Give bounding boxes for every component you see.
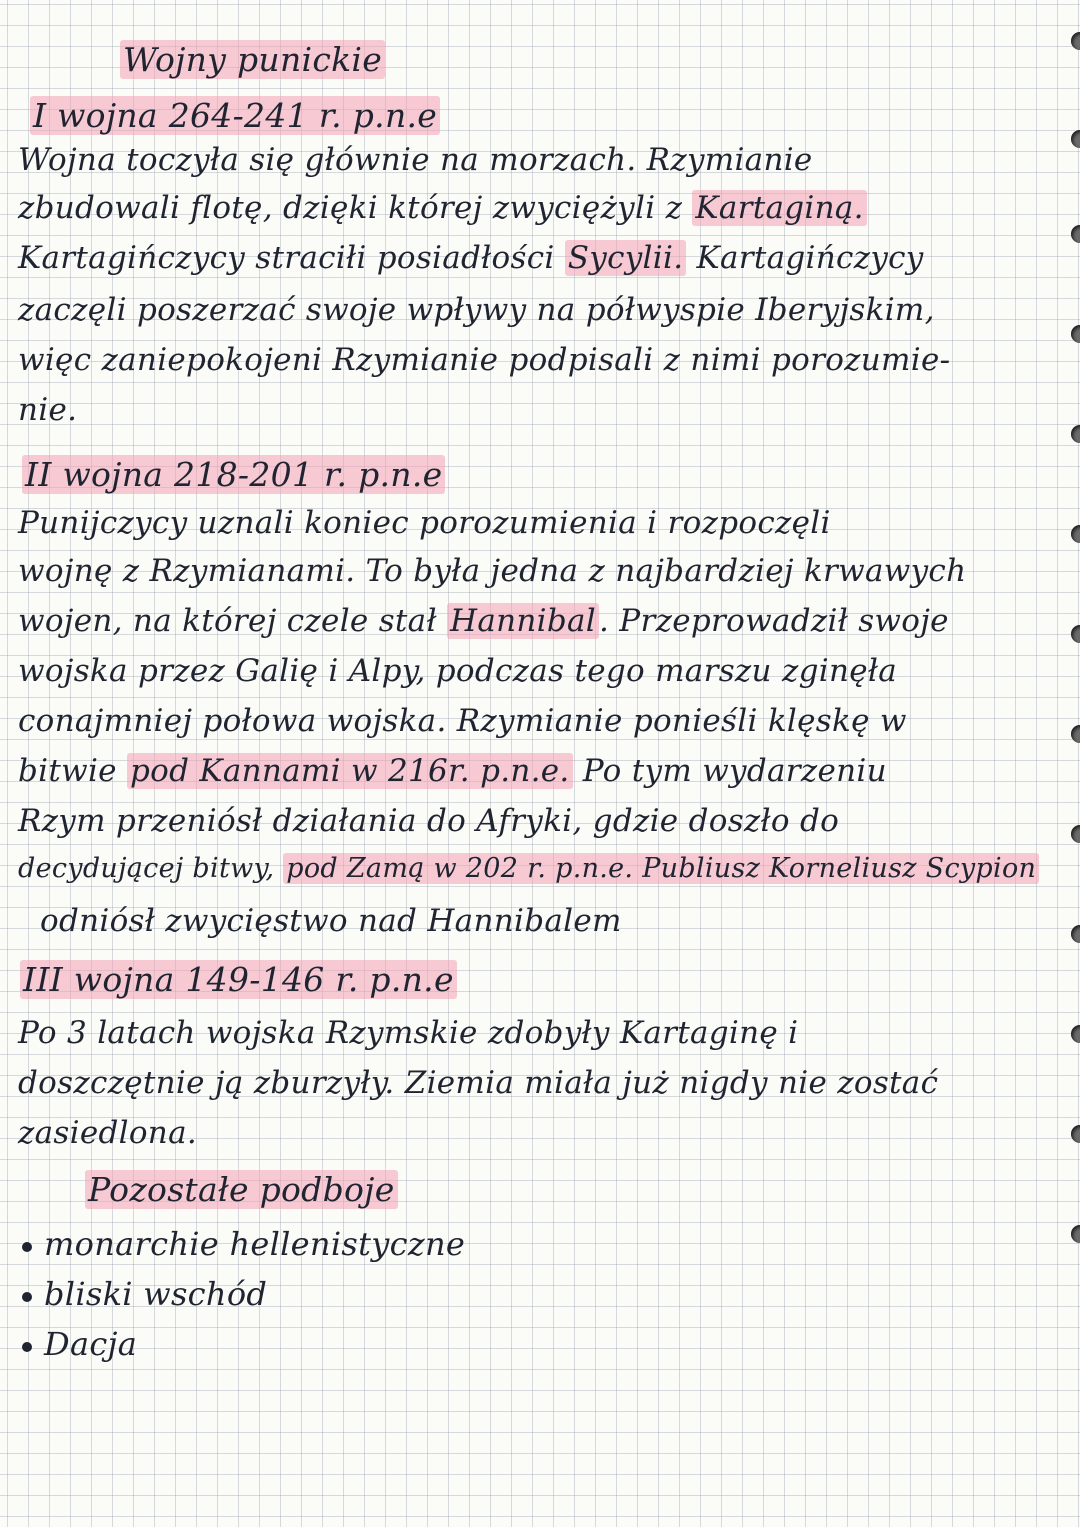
highlight-zama: pod Zamą w 202 r. p.n.e. Publiusz Korneliusz Scypion (283, 853, 1039, 884)
binder-hole (1071, 725, 1080, 743)
page-title (120, 40, 385, 79)
war2-line-5: conajmniej połowa wojska. Rzymianie ponieśli klęskę w (18, 703, 907, 739)
highlight-kartagina: Kartaginą. (692, 190, 866, 226)
war2-line-1: Punijczycy uznali koniec porozumienia i rozpoczęli (18, 505, 831, 541)
binder-hole (1071, 325, 1080, 343)
highlight-sycylia: Sycylii. (565, 240, 687, 276)
binder-hole (1071, 130, 1080, 148)
binder-hole (1071, 225, 1080, 243)
binder-hole (1071, 425, 1080, 443)
binder-hole (1071, 1225, 1080, 1243)
war2-line-9: odniósł zwycięstwo nad Hannibalem (40, 903, 622, 939)
binder-hole (1071, 525, 1080, 543)
bullet-icon (22, 1342, 32, 1352)
war1-line-3: Kartagińczycy straciłi posiadłości Sycylii. Kartagińczycy (18, 240, 924, 276)
war1-line-4: zaczęli poszerzać swoje wpływy na półwyspie Iberyjskim, (18, 292, 935, 328)
bullet-icon (22, 1242, 32, 1252)
war2-line-2: wojnę z Rzymianami. To była jedna z najbardziej krwawych (18, 553, 967, 589)
war1-heading-text: I wojna 264-241 r. p.n.e (30, 96, 440, 135)
binder-hole (1071, 32, 1080, 50)
highlight-kanny: pod Kannami w 216r. p.n.e. (127, 753, 573, 789)
war1-line-5: więc zaniepokojeni Rzymianie podpisali z nimi porozumie- (18, 342, 951, 378)
war1-heading (30, 96, 440, 135)
war2-heading (22, 455, 445, 494)
war2-line-4: wojska przez Galię i Alpy, podczas tego marszu zginęła (18, 653, 898, 689)
war2-line-3: wojen, na której czele stał Hannibal. Przeprowadził swoje (18, 603, 949, 639)
binder-hole (1071, 1025, 1080, 1043)
binder-hole (1071, 925, 1080, 943)
war3-heading (20, 960, 457, 999)
war2-line-7: Rzym przeniósł działania do Afryki, gdzie doszło do (18, 803, 840, 839)
war3-line-3: zasiedlona. (18, 1115, 198, 1151)
war1-line-1: Wojna toczyła się głównie na morzach. Rzymianie (18, 142, 813, 178)
binder-hole (1071, 825, 1080, 843)
war3-heading-text: III wojna 149-146 r. p.n.e (20, 960, 457, 999)
war2-line-8: decydującej bitwy, pod Zamą w 202 r. p.n.e. Publiusz Korneliusz Scypion (18, 853, 1039, 884)
list-item: monarchie hellenistyczne (22, 1225, 465, 1263)
war2-line-6: bitwie pod Kannami w 216r. p.n.e. Po tym wydarzeniu (18, 753, 887, 789)
bullet-icon (22, 1292, 32, 1302)
war1-line-6: nie. (18, 392, 78, 428)
list-item: Dacja (22, 1325, 137, 1363)
war3-line-1: Po 3 latach wojska Rzymskie zdobyły Kartaginę i (18, 1015, 799, 1051)
binder-hole (1071, 625, 1080, 643)
highlight-hannibal: Hannibal (447, 603, 599, 639)
other-heading (85, 1170, 398, 1209)
title-text: Wojny punickie (120, 40, 385, 79)
binder-hole (1071, 1125, 1080, 1143)
list-item: bliski wschód (22, 1275, 267, 1313)
war3-line-2: doszczętnie ją zburzyły. Ziemia miała już nigdy nie zostać (18, 1065, 939, 1101)
binder-holes (1058, 30, 1080, 1330)
war2-heading-text: II wojna 218-201 r. p.n.e (22, 455, 445, 494)
war1-line-2: zbudowali flotę, dzięki której zwyciężyli z Kartaginą. (18, 190, 867, 226)
other-heading-text: Pozostałe podboje (85, 1170, 398, 1209)
